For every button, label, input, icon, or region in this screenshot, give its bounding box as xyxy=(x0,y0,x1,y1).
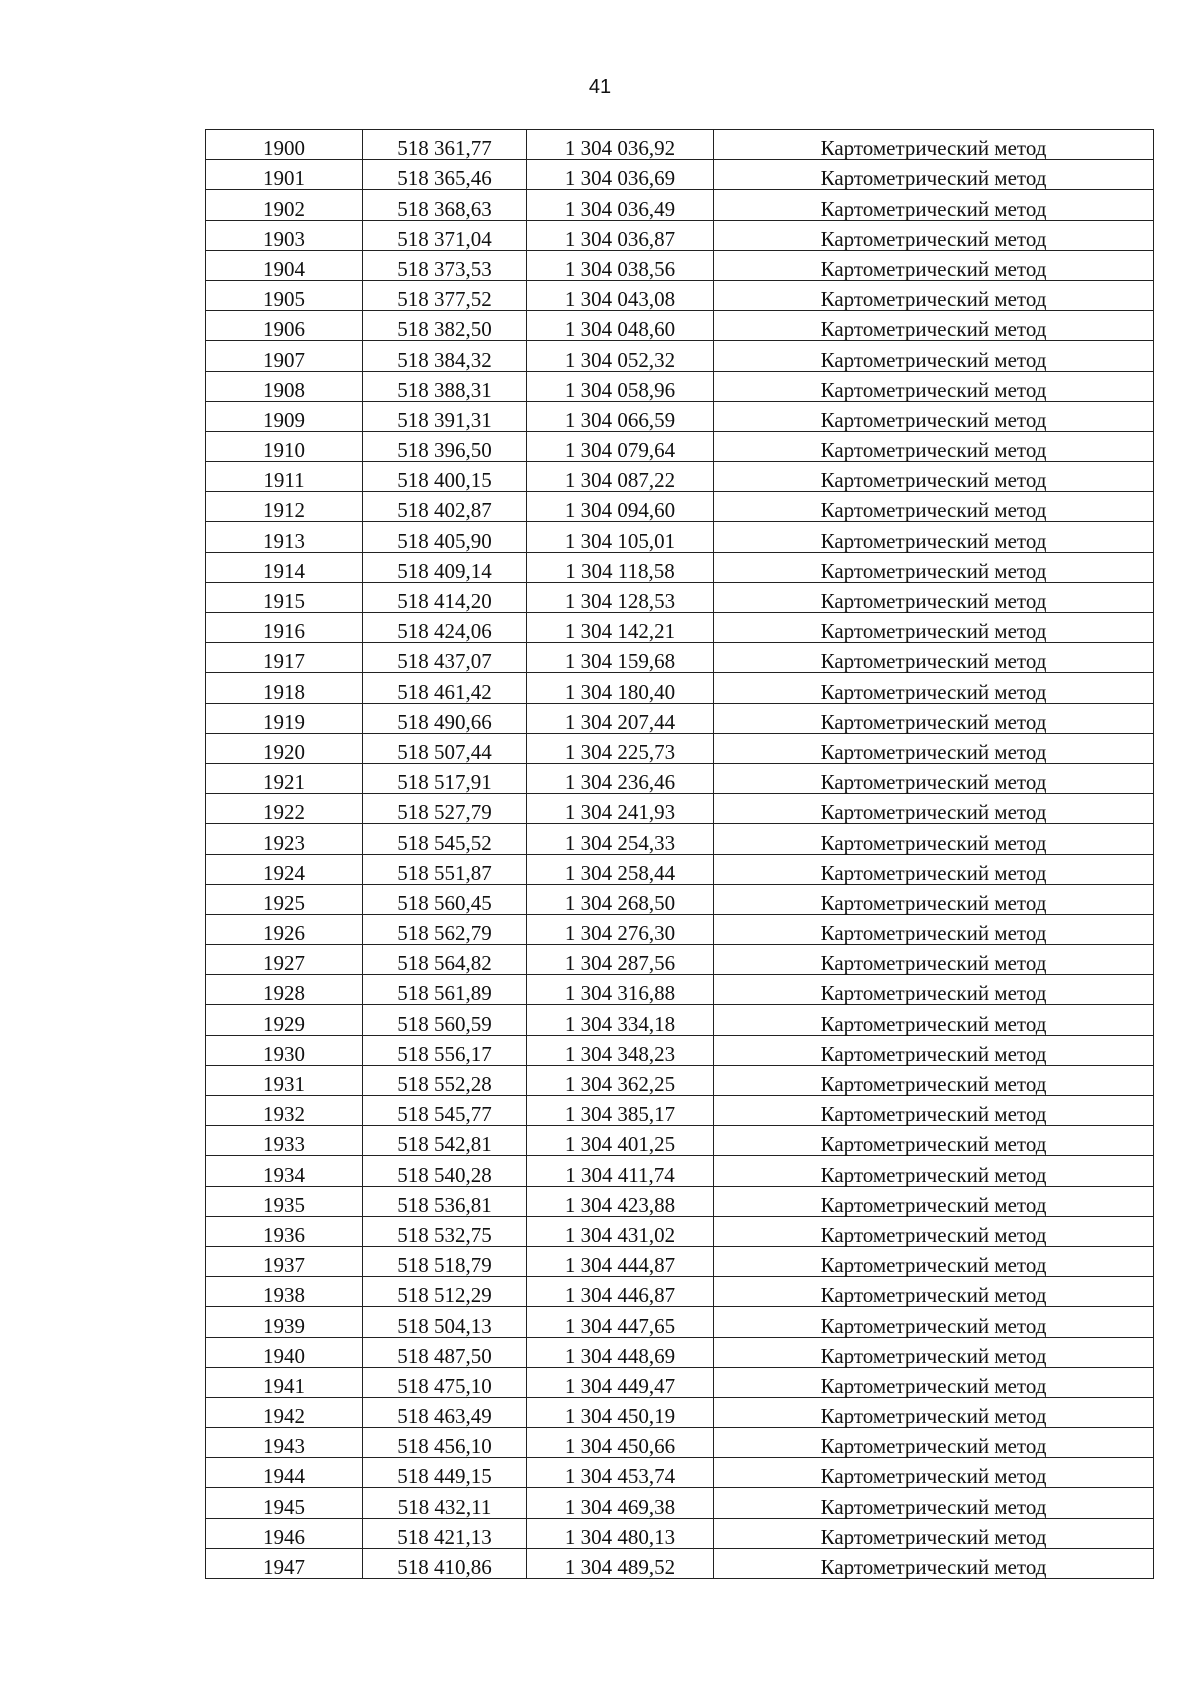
point-number-cell: 1935 xyxy=(206,1186,363,1216)
y-coordinate-cell: 1 304 236,46 xyxy=(527,763,714,793)
y-coordinate-cell: 1 304 258,44 xyxy=(527,854,714,884)
method-cell: Картометрический метод xyxy=(714,1337,1154,1367)
table-row xyxy=(206,1186,1154,1216)
y-coordinate-cell: 1 304 362,25 xyxy=(527,1065,714,1095)
y-coordinate-cell: 1 304 385,17 xyxy=(527,1096,714,1126)
x-coordinate-cell: 518 437,07 xyxy=(363,643,527,673)
method-cell: Картометрический метод xyxy=(714,462,1154,492)
y-coordinate-cell: 1 304 225,73 xyxy=(527,733,714,763)
point-number-cell: 1906 xyxy=(206,311,363,341)
x-coordinate-cell: 518 561,89 xyxy=(363,975,527,1005)
x-coordinate-cell: 518 540,28 xyxy=(363,1156,527,1186)
point-number-cell: 1936 xyxy=(206,1216,363,1246)
y-coordinate-cell: 1 304 469,38 xyxy=(527,1488,714,1518)
table-row xyxy=(206,582,1154,612)
method-cell: Картометрический метод xyxy=(714,431,1154,461)
table-row xyxy=(206,1156,1154,1186)
method-cell: Картометрический метод xyxy=(714,945,1154,975)
x-coordinate-cell: 518 400,15 xyxy=(363,462,527,492)
table-row xyxy=(206,130,1154,160)
method-cell: Картометрический метод xyxy=(714,914,1154,944)
y-coordinate-cell: 1 304 094,60 xyxy=(527,492,714,522)
x-coordinate-cell: 518 542,81 xyxy=(363,1126,527,1156)
method-cell: Картометрический метод xyxy=(714,190,1154,220)
y-coordinate-cell: 1 304 448,69 xyxy=(527,1337,714,1367)
x-coordinate-cell: 518 402,87 xyxy=(363,492,527,522)
method-cell: Картометрический метод xyxy=(714,311,1154,341)
method-cell: Картометрический метод xyxy=(714,1307,1154,1337)
table-row xyxy=(206,1397,1154,1427)
point-number-cell: 1943 xyxy=(206,1428,363,1458)
x-coordinate-cell: 518 507,44 xyxy=(363,733,527,763)
x-coordinate-cell: 518 414,20 xyxy=(363,582,527,612)
table-row xyxy=(206,1428,1154,1458)
point-number-cell: 1901 xyxy=(206,160,363,190)
point-number-cell: 1920 xyxy=(206,733,363,763)
point-number-cell: 1926 xyxy=(206,914,363,944)
table-row xyxy=(206,1246,1154,1276)
y-coordinate-cell: 1 304 334,18 xyxy=(527,1005,714,1035)
point-number-cell: 1946 xyxy=(206,1518,363,1548)
table-row xyxy=(206,311,1154,341)
table-row xyxy=(206,1216,1154,1246)
y-coordinate-cell: 1 304 180,40 xyxy=(527,673,714,703)
table-row xyxy=(206,703,1154,733)
x-coordinate-cell: 518 382,50 xyxy=(363,311,527,341)
point-number-cell: 1923 xyxy=(206,824,363,854)
y-coordinate-cell: 1 304 036,69 xyxy=(527,160,714,190)
point-number-cell: 1928 xyxy=(206,975,363,1005)
y-coordinate-cell: 1 304 287,56 xyxy=(527,945,714,975)
method-cell: Картометрический метод xyxy=(714,1458,1154,1488)
point-number-cell: 1942 xyxy=(206,1397,363,1427)
table-row xyxy=(206,1458,1154,1488)
method-cell: Картометрический метод xyxy=(714,1156,1154,1186)
table-row xyxy=(206,1005,1154,1035)
y-coordinate-cell: 1 304 043,08 xyxy=(527,280,714,310)
y-coordinate-cell: 1 304 048,60 xyxy=(527,311,714,341)
table-row xyxy=(206,884,1154,914)
x-coordinate-cell: 518 384,32 xyxy=(363,341,527,371)
table-row xyxy=(206,794,1154,824)
y-coordinate-cell: 1 304 449,47 xyxy=(527,1367,714,1397)
point-number-cell: 1944 xyxy=(206,1458,363,1488)
x-coordinate-cell: 518 449,15 xyxy=(363,1458,527,1488)
x-coordinate-cell: 518 409,14 xyxy=(363,552,527,582)
x-coordinate-cell: 518 536,81 xyxy=(363,1186,527,1216)
table-row xyxy=(206,1337,1154,1367)
method-cell: Картометрический метод xyxy=(714,1186,1154,1216)
table-row xyxy=(206,492,1154,522)
table-row xyxy=(206,250,1154,280)
point-number-cell: 1929 xyxy=(206,1005,363,1035)
method-cell: Картометрический метод xyxy=(714,130,1154,160)
method-cell: Картометрический метод xyxy=(714,643,1154,673)
x-coordinate-cell: 518 518,79 xyxy=(363,1246,527,1276)
table-row xyxy=(206,401,1154,431)
table-row xyxy=(206,1518,1154,1548)
table-row xyxy=(206,763,1154,793)
point-number-cell: 1900 xyxy=(206,130,363,160)
x-coordinate-cell: 518 377,52 xyxy=(363,280,527,310)
table-row xyxy=(206,1035,1154,1065)
point-number-cell: 1925 xyxy=(206,884,363,914)
x-coordinate-cell: 518 560,45 xyxy=(363,884,527,914)
table-row xyxy=(206,643,1154,673)
y-coordinate-cell: 1 304 087,22 xyxy=(527,462,714,492)
point-number-cell: 1941 xyxy=(206,1367,363,1397)
coordinates-table xyxy=(205,129,1154,1579)
x-coordinate-cell: 518 504,13 xyxy=(363,1307,527,1337)
y-coordinate-cell: 1 304 142,21 xyxy=(527,613,714,643)
method-cell: Картометрический метод xyxy=(714,371,1154,401)
point-number-cell: 1947 xyxy=(206,1548,363,1578)
method-cell: Картометрический метод xyxy=(714,1518,1154,1548)
y-coordinate-cell: 1 304 079,64 xyxy=(527,431,714,461)
coordinates-table-body xyxy=(206,130,1154,1579)
point-number-cell: 1938 xyxy=(206,1277,363,1307)
point-number-cell: 1921 xyxy=(206,763,363,793)
x-coordinate-cell: 518 490,66 xyxy=(363,703,527,733)
y-coordinate-cell: 1 304 036,87 xyxy=(527,220,714,250)
point-number-cell: 1939 xyxy=(206,1307,363,1337)
point-number-cell: 1937 xyxy=(206,1246,363,1276)
method-cell: Картометрический метод xyxy=(714,1548,1154,1578)
x-coordinate-cell: 518 562,79 xyxy=(363,914,527,944)
y-coordinate-cell: 1 304 401,25 xyxy=(527,1126,714,1156)
y-coordinate-cell: 1 304 411,74 xyxy=(527,1156,714,1186)
point-number-cell: 1907 xyxy=(206,341,363,371)
y-coordinate-cell: 1 304 066,59 xyxy=(527,401,714,431)
y-coordinate-cell: 1 304 254,33 xyxy=(527,824,714,854)
table-row xyxy=(206,190,1154,220)
y-coordinate-cell: 1 304 446,87 xyxy=(527,1277,714,1307)
x-coordinate-cell: 518 421,13 xyxy=(363,1518,527,1548)
method-cell: Картометрический метод xyxy=(714,733,1154,763)
method-cell: Картометрический метод xyxy=(714,703,1154,733)
method-cell: Картометрический метод xyxy=(714,1277,1154,1307)
method-cell: Картометрический метод xyxy=(714,250,1154,280)
table-row xyxy=(206,1277,1154,1307)
table-row xyxy=(206,733,1154,763)
point-number-cell: 1908 xyxy=(206,371,363,401)
table-row xyxy=(206,462,1154,492)
method-cell: Картометрический метод xyxy=(714,1367,1154,1397)
point-number-cell: 1932 xyxy=(206,1096,363,1126)
method-cell: Картометрический метод xyxy=(714,492,1154,522)
method-cell: Картометрический метод xyxy=(714,1096,1154,1126)
x-coordinate-cell: 518 556,17 xyxy=(363,1035,527,1065)
y-coordinate-cell: 1 304 431,02 xyxy=(527,1216,714,1246)
table-row xyxy=(206,1367,1154,1397)
x-coordinate-cell: 518 560,59 xyxy=(363,1005,527,1035)
point-number-cell: 1916 xyxy=(206,613,363,643)
point-number-cell: 1910 xyxy=(206,431,363,461)
method-cell: Картометрический метод xyxy=(714,552,1154,582)
x-coordinate-cell: 518 424,06 xyxy=(363,613,527,643)
method-cell: Картометрический метод xyxy=(714,1488,1154,1518)
table-row xyxy=(206,341,1154,371)
method-cell: Картометрический метод xyxy=(714,1005,1154,1035)
x-coordinate-cell: 518 396,50 xyxy=(363,431,527,461)
table-row xyxy=(206,673,1154,703)
table-row xyxy=(206,1096,1154,1126)
table-row xyxy=(206,371,1154,401)
y-coordinate-cell: 1 304 036,92 xyxy=(527,130,714,160)
x-coordinate-cell: 518 512,29 xyxy=(363,1277,527,1307)
table-row xyxy=(206,280,1154,310)
x-coordinate-cell: 518 388,31 xyxy=(363,371,527,401)
x-coordinate-cell: 518 517,91 xyxy=(363,763,527,793)
table-row xyxy=(206,160,1154,190)
method-cell: Картометрический метод xyxy=(714,401,1154,431)
y-coordinate-cell: 1 304 480,13 xyxy=(527,1518,714,1548)
method-cell: Картометрический метод xyxy=(714,1065,1154,1095)
method-cell: Картометрический метод xyxy=(714,280,1154,310)
x-coordinate-cell: 518 527,79 xyxy=(363,794,527,824)
method-cell: Картометрический метод xyxy=(714,1216,1154,1246)
method-cell: Картометрический метод xyxy=(714,1397,1154,1427)
y-coordinate-cell: 1 304 444,87 xyxy=(527,1246,714,1276)
x-coordinate-cell: 518 391,31 xyxy=(363,401,527,431)
point-number-cell: 1931 xyxy=(206,1065,363,1095)
method-cell: Картометрический метод xyxy=(714,975,1154,1005)
x-coordinate-cell: 518 371,04 xyxy=(363,220,527,250)
point-number-cell: 1905 xyxy=(206,280,363,310)
method-cell: Картометрический метод xyxy=(714,1035,1154,1065)
table-row xyxy=(206,1065,1154,1095)
point-number-cell: 1924 xyxy=(206,854,363,884)
method-cell: Картометрический метод xyxy=(714,220,1154,250)
point-number-cell: 1933 xyxy=(206,1126,363,1156)
x-coordinate-cell: 518 487,50 xyxy=(363,1337,527,1367)
method-cell: Картометрический метод xyxy=(714,1126,1154,1156)
y-coordinate-cell: 1 304 159,68 xyxy=(527,643,714,673)
x-coordinate-cell: 518 432,11 xyxy=(363,1488,527,1518)
method-cell: Картометрический метод xyxy=(714,884,1154,914)
y-coordinate-cell: 1 304 348,23 xyxy=(527,1035,714,1065)
y-coordinate-cell: 1 304 276,30 xyxy=(527,914,714,944)
table-row xyxy=(206,975,1154,1005)
table-row xyxy=(206,1126,1154,1156)
point-number-cell: 1911 xyxy=(206,462,363,492)
x-coordinate-cell: 518 456,10 xyxy=(363,1428,527,1458)
x-coordinate-cell: 518 368,63 xyxy=(363,190,527,220)
point-number-cell: 1917 xyxy=(206,643,363,673)
point-number-cell: 1930 xyxy=(206,1035,363,1065)
y-coordinate-cell: 1 304 450,66 xyxy=(527,1428,714,1458)
table-row xyxy=(206,1548,1154,1578)
x-coordinate-cell: 518 552,28 xyxy=(363,1065,527,1095)
y-coordinate-cell: 1 304 052,32 xyxy=(527,341,714,371)
point-number-cell: 1904 xyxy=(206,250,363,280)
x-coordinate-cell: 518 461,42 xyxy=(363,673,527,703)
point-number-cell: 1919 xyxy=(206,703,363,733)
method-cell: Картометрический метод xyxy=(714,763,1154,793)
method-cell: Картометрический метод xyxy=(714,613,1154,643)
y-coordinate-cell: 1 304 453,74 xyxy=(527,1458,714,1488)
y-coordinate-cell: 1 304 128,53 xyxy=(527,582,714,612)
point-number-cell: 1927 xyxy=(206,945,363,975)
point-number-cell: 1909 xyxy=(206,401,363,431)
method-cell: Картометрический метод xyxy=(714,160,1154,190)
table-row xyxy=(206,1307,1154,1337)
method-cell: Картометрический метод xyxy=(714,522,1154,552)
y-coordinate-cell: 1 304 207,44 xyxy=(527,703,714,733)
method-cell: Картометрический метод xyxy=(714,673,1154,703)
table-row xyxy=(206,914,1154,944)
point-number-cell: 1902 xyxy=(206,190,363,220)
method-cell: Картометрический метод xyxy=(714,854,1154,884)
x-coordinate-cell: 518 475,10 xyxy=(363,1367,527,1397)
x-coordinate-cell: 518 463,49 xyxy=(363,1397,527,1427)
table-row xyxy=(206,431,1154,461)
y-coordinate-cell: 1 304 241,93 xyxy=(527,794,714,824)
method-cell: Картометрический метод xyxy=(714,794,1154,824)
table-row xyxy=(206,522,1154,552)
point-number-cell: 1940 xyxy=(206,1337,363,1367)
point-number-cell: 1913 xyxy=(206,522,363,552)
x-coordinate-cell: 518 361,77 xyxy=(363,130,527,160)
x-coordinate-cell: 518 545,52 xyxy=(363,824,527,854)
y-coordinate-cell: 1 304 447,65 xyxy=(527,1307,714,1337)
y-coordinate-cell: 1 304 316,88 xyxy=(527,975,714,1005)
y-coordinate-cell: 1 304 489,52 xyxy=(527,1548,714,1578)
point-number-cell: 1903 xyxy=(206,220,363,250)
method-cell: Картометрический метод xyxy=(714,1246,1154,1276)
table-row xyxy=(206,945,1154,975)
y-coordinate-cell: 1 304 118,58 xyxy=(527,552,714,582)
x-coordinate-cell: 518 373,53 xyxy=(363,250,527,280)
x-coordinate-cell: 518 532,75 xyxy=(363,1216,527,1246)
point-number-cell: 1945 xyxy=(206,1488,363,1518)
table-row xyxy=(206,552,1154,582)
method-cell: Картометрический метод xyxy=(714,1428,1154,1458)
y-coordinate-cell: 1 304 036,49 xyxy=(527,190,714,220)
x-coordinate-cell: 518 545,77 xyxy=(363,1096,527,1126)
point-number-cell: 1914 xyxy=(206,552,363,582)
page-number: 41 xyxy=(588,76,612,98)
x-coordinate-cell: 518 551,87 xyxy=(363,854,527,884)
point-number-cell: 1912 xyxy=(206,492,363,522)
y-coordinate-cell: 1 304 450,19 xyxy=(527,1397,714,1427)
point-number-cell: 1922 xyxy=(206,794,363,824)
table-row xyxy=(206,824,1154,854)
y-coordinate-cell: 1 304 423,88 xyxy=(527,1186,714,1216)
point-number-cell: 1934 xyxy=(206,1156,363,1186)
x-coordinate-cell: 518 365,46 xyxy=(363,160,527,190)
point-number-cell: 1915 xyxy=(206,582,363,612)
x-coordinate-cell: 518 410,86 xyxy=(363,1548,527,1578)
y-coordinate-cell: 1 304 058,96 xyxy=(527,371,714,401)
y-coordinate-cell: 1 304 268,50 xyxy=(527,884,714,914)
point-number-cell: 1918 xyxy=(206,673,363,703)
method-cell: Картометрический метод xyxy=(714,824,1154,854)
y-coordinate-cell: 1 304 105,01 xyxy=(527,522,714,552)
table-row xyxy=(206,854,1154,884)
method-cell: Картометрический метод xyxy=(714,341,1154,371)
x-coordinate-cell: 518 405,90 xyxy=(363,522,527,552)
method-cell: Картометрический метод xyxy=(714,582,1154,612)
y-coordinate-cell: 1 304 038,56 xyxy=(527,250,714,280)
x-coordinate-cell: 518 564,82 xyxy=(363,945,527,975)
table-row xyxy=(206,613,1154,643)
table-row xyxy=(206,1488,1154,1518)
table-row xyxy=(206,220,1154,250)
